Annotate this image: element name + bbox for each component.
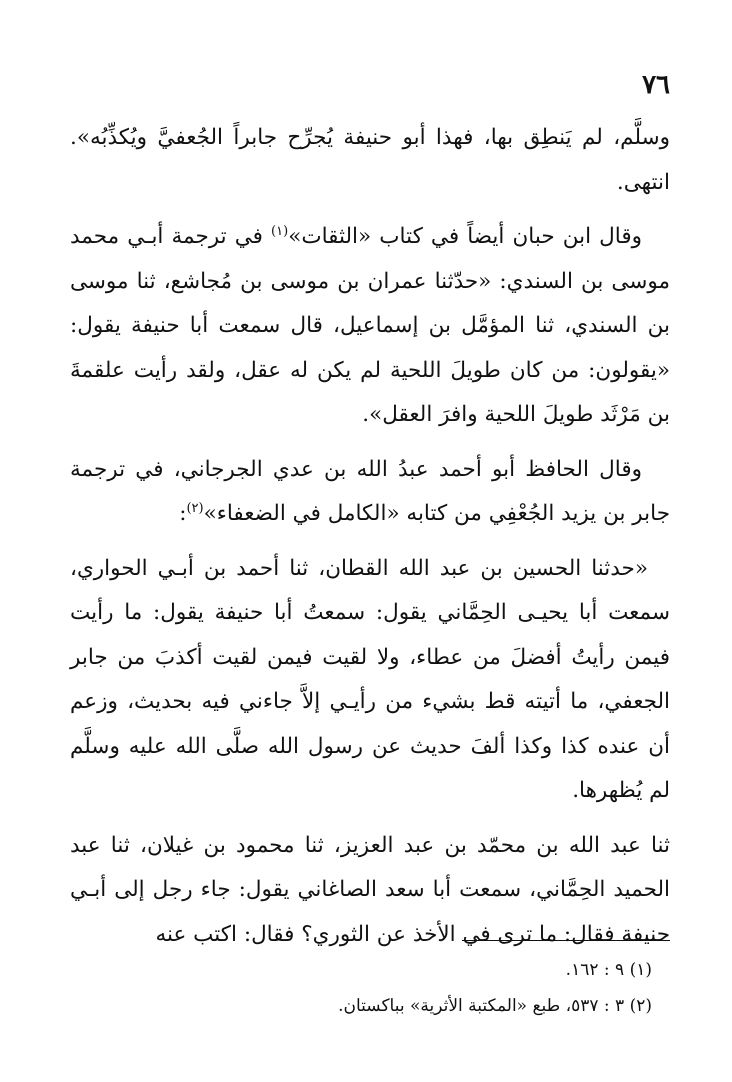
page-number: ٧٦	[642, 70, 670, 100]
paragraph-5: ثنا عبد الله بن محمّد بن عبد العزيز، ثنا محمود بن غيلان، ثنا عبد الحميد الحِمَّاني، سمعت أبا سعد الصاغاني يقول: جاء رجل إلى أبـي حنيفة فقال: ما ترى في الأخذ عن الثوري؟ فقال: اكتب عنه	[70, 832, 670, 947]
footnote-1: (١) ٩ : ١٦٢.	[565, 960, 652, 980]
footnote-ref-1: (١)	[271, 223, 289, 239]
footnote-2: (٢) ٣ : ٥٣٧، طبع «المكتبة الأثرية» بباكستان.	[338, 996, 652, 1016]
paragraph-4: «حدثنا الحسين بن عبد الله القطان، ثنا أحمد بن أبـي الحواري، سمعت أبا يحيـى الحِمَّاني يقول: سمعتُ أبا حنيفة يقول: ما رأيت فيمن رأيتُ أفضلَ من عطاء، ولا لقيت فيمن لقيت أكذبَ من جابر الجعفي، ما أتيته قط بشيء من رأيـي إلاَّ جاءني فيه بحديث، وزعم أن عنده كذا وكذا ألفَ حديث عن رسول الله صلَّى الله عليه وسلَّم لم يُظهرها.	[70, 555, 670, 803]
footnote-divider	[462, 940, 670, 941]
paragraph-2-part-1: وقال ابن حبان أيضاً في كتاب «الثقات»	[288, 224, 642, 249]
paragraph-2	[70, 215, 670, 438]
footnotes	[70, 952, 670, 1024]
main-text	[70, 116, 670, 967]
paragraph-1: وسلَّم، لم يَنطِق بها، فهذا أبو حنيفة يُجرِّح جابراً الجُعفيَّ ويُكذِّبُه». انتهى.	[70, 125, 670, 195]
paragraph-3-part-2: :	[179, 501, 187, 526]
paragraph-3	[70, 448, 670, 537]
paragraph-3-part-1: وقال الحافظ أبو أحمد عبدُ الله بن عدي الجرجاني، في ترجمة جابر بن يزيد الجُعْفِي من كتابه «الكامل في الضعفاء»	[70, 456, 670, 526]
paragraph-2-part-2: في ترجمة أبـي محمد موسى بن السندي: «حدّثنا عمران بن موسى بن مُجاشع، ثنا موسى بن السندي، ثنا المؤمَّل بن إسماعيل، قال سمعت أبا حنيفة يقول: «يقولون: من كان طويلَ اللحية لم يكن له عقل، ولقد رأيت علقمةَ بن مَرْثَد طويلَ اللحية وافرَ العقل».	[70, 224, 671, 427]
footnote-ref-2: (٢)	[186, 500, 204, 516]
